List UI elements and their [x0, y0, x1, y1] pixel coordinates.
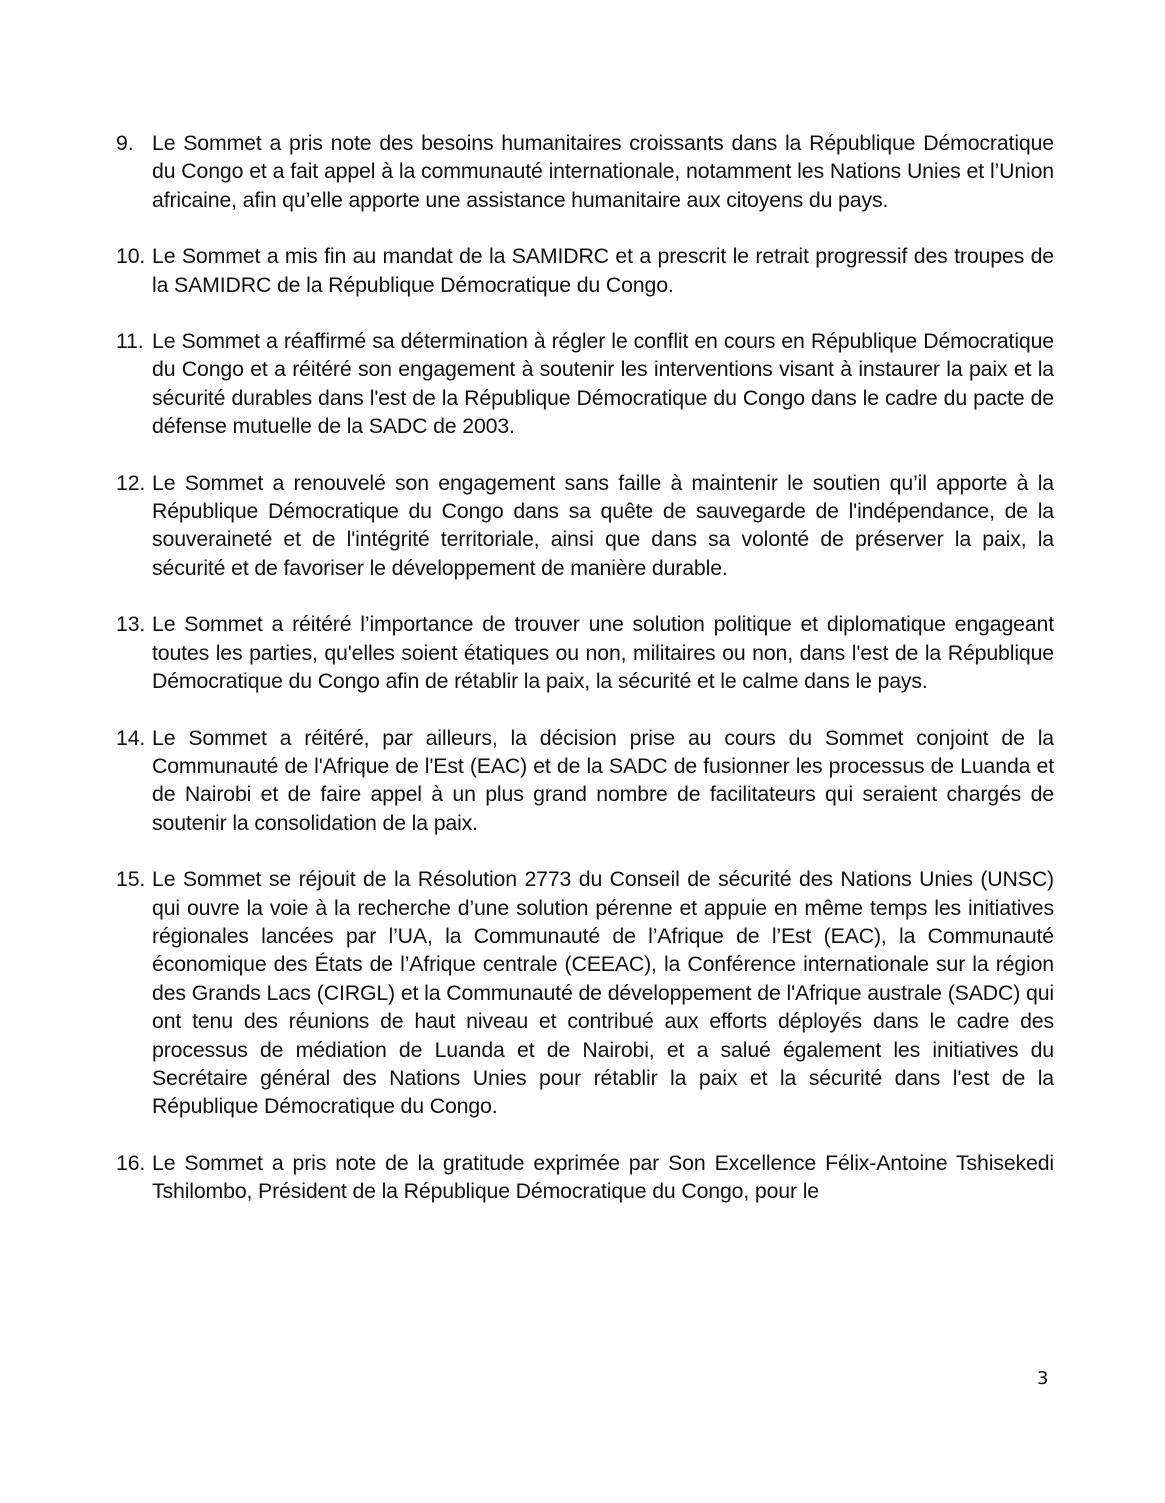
- numbered-paragraph-list: [116, 129, 1054, 1234]
- paragraph-text: Le Sommet a réitéré l’importance de trouver une solution politique et diplomatique engageant toutes les parties, qu'elles soient étatiques ou non, militaires ou non, dans l'est de la République Démocratique du Congo afin de rétablir la paix, la sécurité et le calme dans le pays.: [152, 612, 1054, 694]
- paragraph-12: [116, 469, 1054, 583]
- paragraph-number: 16.: [116, 1150, 146, 1175]
- paragraph-number: 15.: [116, 867, 146, 892]
- paragraph-number: 12.: [116, 470, 146, 495]
- paragraph-10: [116, 242, 1054, 299]
- paragraph-text: Le Sommet a réitéré, par ailleurs, la décision prise au cours du Sommet conjoint de la Communauté de l'Afrique de l'Est (EAC) et de la SADC de fusionner les processus de Luanda et de Nairobi et de faire appel à un plus grand nombre de facilitateurs qui seraient chargés de soutenir la consolidation de la paix.: [152, 725, 1054, 835]
- paragraph-number: 11.: [116, 329, 144, 354]
- paragraph-text: Le Sommet a pris note des besoins humanitaires croissants dans la République Démocratique du Congo et a fait appel à la communauté internationale, notamment les Nations Unies et l’Union africaine, afin qu’elle apporte une assistance humanitaire aux citoyens du pays.: [152, 131, 1054, 212]
- paragraph-11: [116, 327, 1054, 441]
- paragraph-13: [116, 610, 1054, 695]
- paragraph-number: 14.: [116, 725, 146, 750]
- page-number: 3: [1037, 1368, 1049, 1389]
- paragraph-text: Le Sommet a renouvelé son engagement sans faille à maintenir le soutien qu’il apporte à la République Démocratique du Congo dans sa quête de sauvegarde de l'indépendance, de la souveraineté et de l'intégrité territoriale, ainsi que dans sa volonté de préserver la paix, la sécurité et de favoriser le développement de manière durable.: [152, 470, 1054, 580]
- paragraph-15: [116, 865, 1054, 1121]
- paragraph-text: Le Sommet a réaffirmé sa détermination à régler le conflit en cours en République Démocratique du Congo et a réitéré son engagement à soutenir les interventions visant à instaurer la paix et la sécurité durables dans l'est de la République Démocratique du Congo dans le cadre du pacte de défense mutuelle de la SADC de 2003.: [152, 329, 1054, 439]
- paragraph-text: Le Sommet a pris note de la gratitude exprimée par Son Excellence Félix-Antoine Tshisekedi Tshilombo, Président de la République Démocratique du Congo, pour le: [152, 1150, 1054, 1204]
- paragraph-number: 9.: [116, 131, 134, 155]
- paragraph-text: Le Sommet se réjouit de la Résolution 2773 du Conseil de sécurité des Nations Unies (UNSC) qui ouvre la voie à la recherche d’une solution pérenne et appuie en même temps les initiatives régionales lancées par l’UA, la Communauté de l’Afrique de l’Est (EAC), la Communauté économique des États de l’Afrique centrale (CEEAC), la Conférence internationale sur la région des Grands Lacs (CIRGL) et la Communauté de développement de l'Afrique australe (SADC) qui ont tenu des réunions de haut niveau et contribué aux efforts déployés dans le cadre des processus de médiation de Luanda et de Nairobi, et a salué également les initiatives du Secrétaire général des Nations Unies pour rétablir la paix et la sécurité dans l'est de la République Démocratique du Congo.: [152, 867, 1054, 1119]
- paragraph-number: 13.: [116, 612, 146, 637]
- paragraph-text: Le Sommet a mis fin au mandat de la SAMIDRC et a prescrit le retrait progressif des troupes de la SAMIDRC de la République Démocratique du Congo.: [152, 244, 1054, 297]
- paragraph-number: 10.: [116, 244, 146, 269]
- paragraph-16: [116, 1149, 1054, 1206]
- paragraph-14: [116, 724, 1054, 838]
- paragraph-9: [116, 129, 1054, 214]
